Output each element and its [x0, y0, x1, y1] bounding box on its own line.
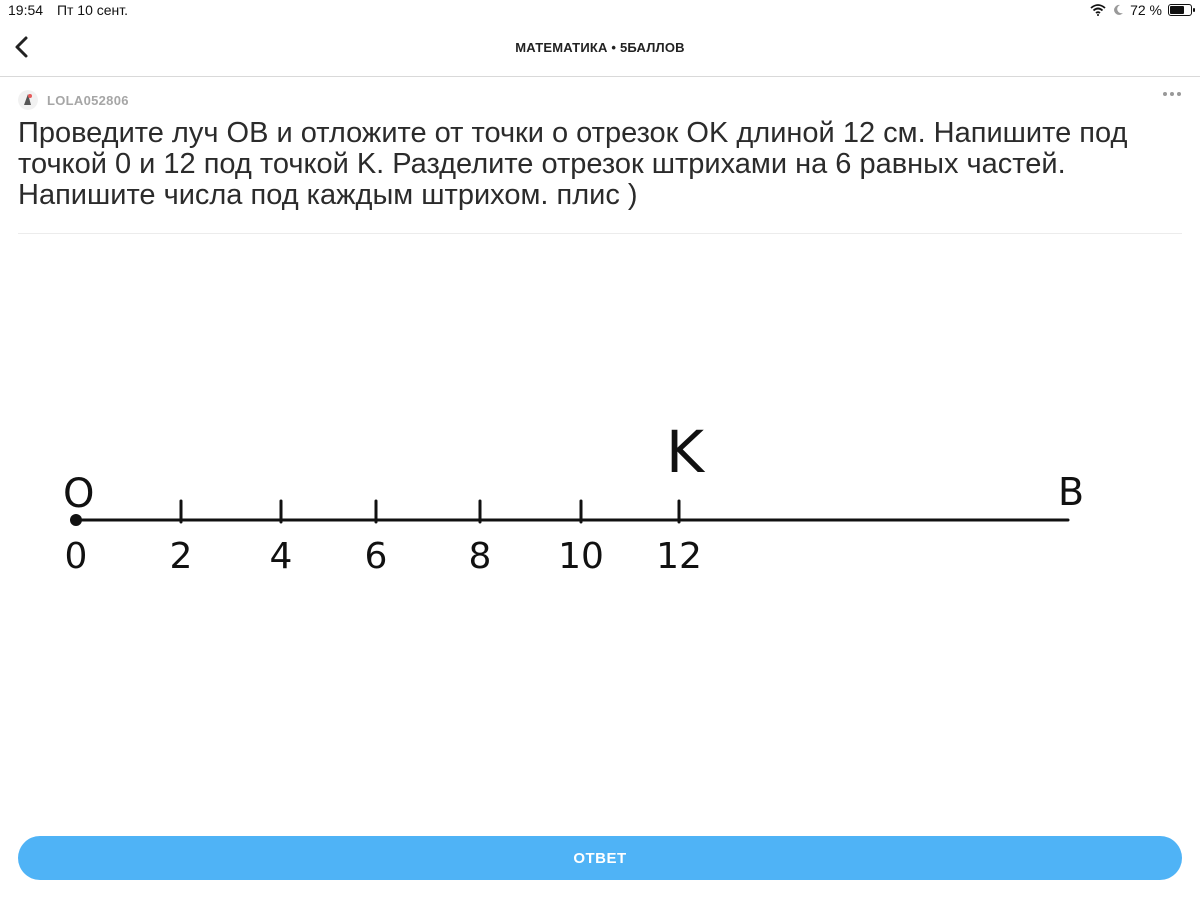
divider	[18, 233, 1182, 234]
tick-label: 6	[364, 536, 388, 577]
tick-label: 2	[169, 536, 193, 577]
wifi-icon	[1090, 4, 1106, 16]
page-title: МАТЕМАТИКА • 5БАЛЛОВ	[515, 40, 685, 55]
moon-icon	[1112, 4, 1124, 16]
ray-drawing	[0, 400, 1200, 600]
question-card	[18, 88, 1182, 211]
tick-label: 4	[269, 536, 293, 577]
tick-label: 12	[656, 536, 702, 577]
tick-label: 10	[558, 536, 604, 577]
battery-percent: 72 %	[1130, 2, 1162, 18]
status-bar	[0, 0, 1200, 20]
point-label: K	[666, 418, 705, 486]
author-row	[18, 88, 1182, 112]
more-dots-icon[interactable]	[1162, 90, 1182, 98]
avatar[interactable]	[18, 90, 38, 110]
battery-fill	[1170, 6, 1184, 14]
battery-icon	[1168, 4, 1192, 16]
start-label: O	[63, 471, 95, 517]
tick-label: 8	[468, 536, 492, 577]
tick-label: 0	[64, 536, 88, 577]
tick-group	[65, 501, 702, 577]
nav-bar	[0, 20, 1200, 77]
question-text: Проведите луч OB и отложите от точки о отрезок OK длиной 12 см. Напишите под точкой 0 и 12 под точкой K. Разделите отрезок штрихами на 6 равных частей. Напишите числа под каждым штрихом. плис )	[18, 117, 1128, 211]
answer-button[interactable]: ОТВЕТ	[18, 836, 1182, 880]
author-name[interactable]: LOLA052806	[47, 92, 129, 108]
end-label: B	[1058, 470, 1085, 514]
status-time: 19:54	[8, 2, 44, 18]
status-date: Пт 10 сент.	[56, 2, 129, 18]
